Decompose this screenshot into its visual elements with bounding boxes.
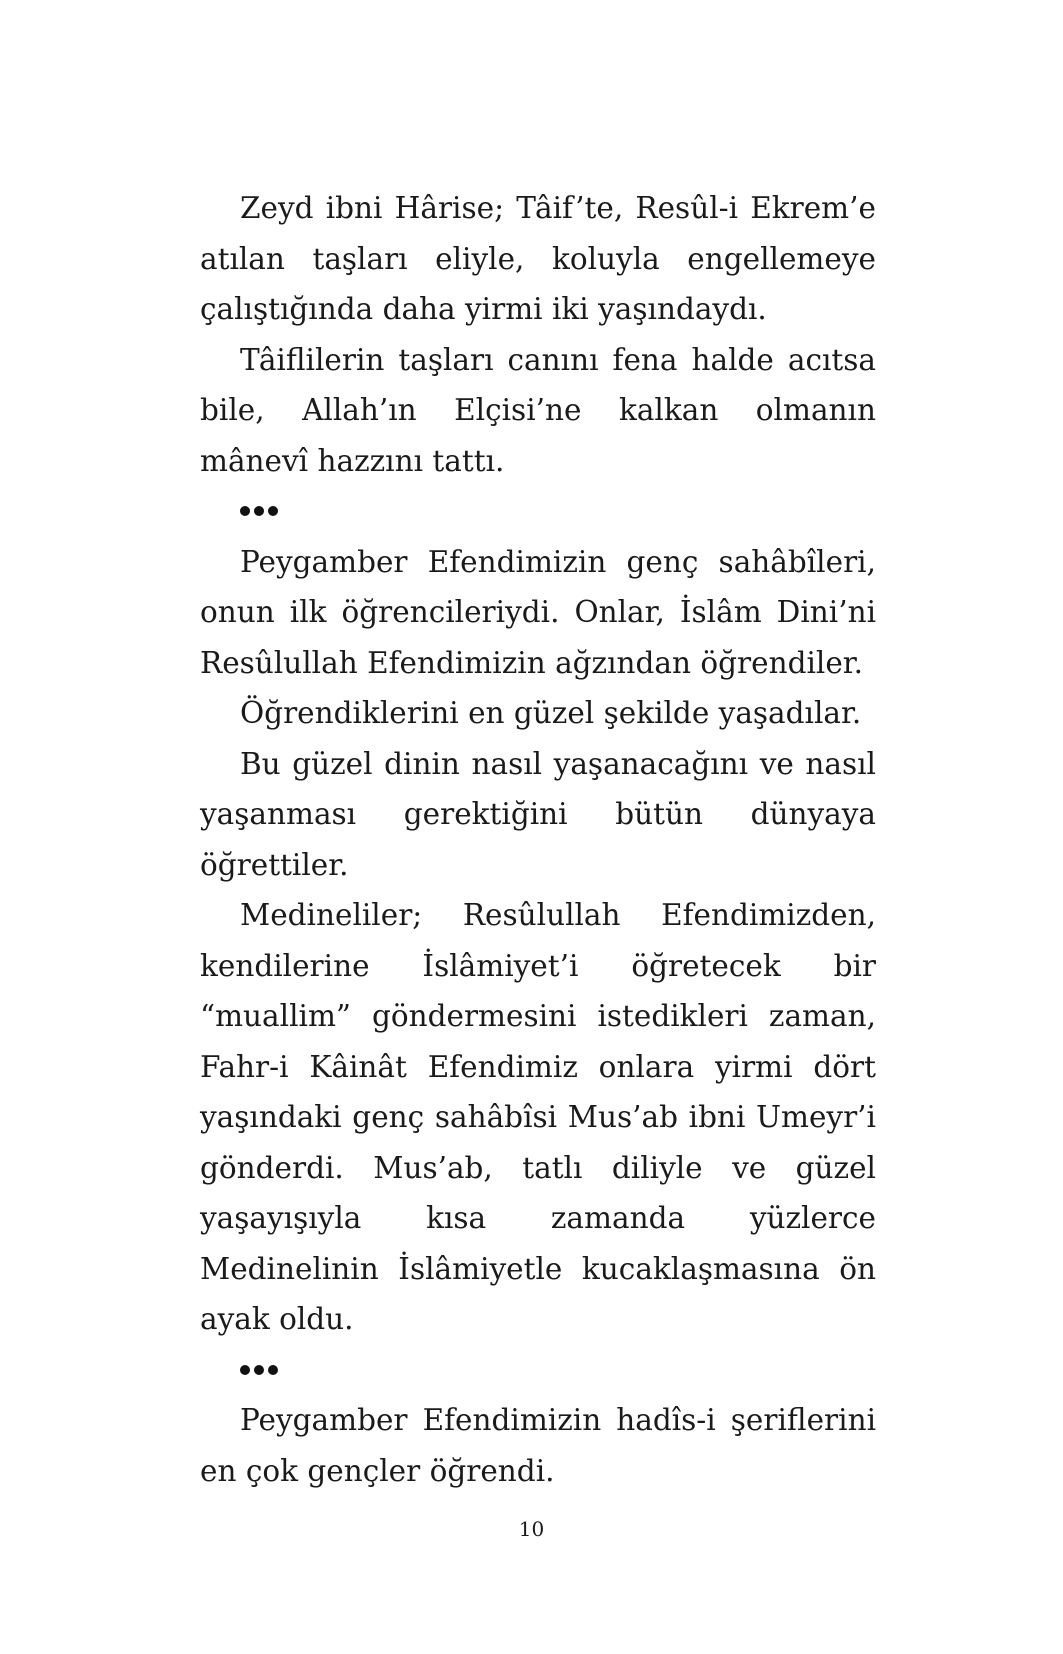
body-text [200, 183, 876, 1496]
dot-icon [240, 506, 250, 516]
dot-icon [268, 506, 278, 516]
dot-icon [254, 1365, 264, 1375]
page-number: 10 [518, 1517, 545, 1541]
paragraph: Medineliler; Resûlullah Efendimizden, kendilerine İslâmiyet’i öğretecek bir “muallim” göndermesini istedikleri zaman, Fahr-i Kâinât Efendimiz onlara yirmi dört yaşındaki genç sahâbîsi Mus’ab ibni Umeyr’i gönderdi. Mus’ab, tatlı diliyle ve güzel yaşayışıyla kısa zamanda yüzlerce Medinelinin İslâmiyetle kucaklaşmasına ön ayak oldu. [200, 898, 876, 1336]
paragraph: Bu güzel dinin nasıl yaşanacağını ve nasıl yaşanması gerektiğini bütün dünyaya öğrettiler. [200, 746, 876, 882]
section-separator [200, 486, 876, 537]
section-separator [200, 1345, 876, 1396]
dot-icon [254, 506, 264, 516]
paragraph: Zeyd ibni Hârise; Tâif’te, Resûl-i Ekrem’e atılan taşları eliyle, koluyla engellemeye çalıştığında daha yirmi iki yaşındaydı. [200, 191, 876, 326]
paragraph: Peygamber Efendimizin hadîs-i şeriflerini en çok gençler öğrendi. [200, 1403, 876, 1488]
dot-icon [240, 1365, 250, 1375]
paragraph: Öğrendiklerini en güzel şekilde yaşadılar. [240, 696, 862, 730]
dot-icon [268, 1365, 278, 1375]
paragraph: Peygamber Efendimizin genç sahâbîleri, onun ilk öğrencileriydi. Onlar, İslâm Dini’ni Resûlullah Efendimizin ağzından öğrendiler. [200, 544, 876, 680]
paragraph: Tâiflilerin taşları canını fena halde acıtsa bile, Allah’ın Elçisi’ne kalkan olmanın mânevî hazzını tattı. [200, 342, 876, 478]
